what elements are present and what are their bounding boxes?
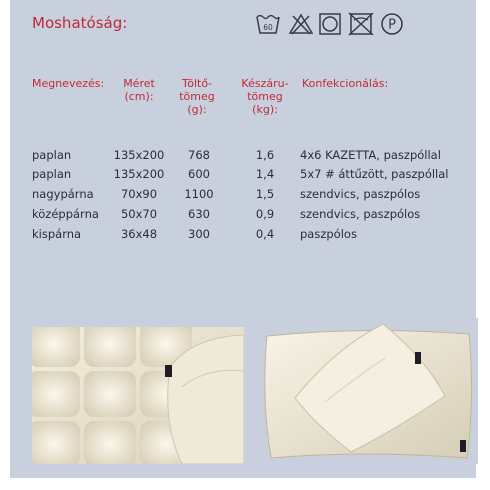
row-weight: 1,4 <box>255 167 275 181</box>
header-size: Méret (cm): <box>123 77 155 103</box>
row-fill: 300 <box>188 227 210 241</box>
tumble-dry-icon <box>318 12 342 36</box>
wash-temp-label: 60 <box>263 23 273 32</box>
row-weight: 1,6 <box>255 148 275 162</box>
row-make: paszpólos <box>300 227 357 241</box>
table-row <box>10 185 476 203</box>
row-size: 50x70 <box>120 207 158 221</box>
dry-clean-p-icon <box>380 12 404 36</box>
row-weight: 0,9 <box>255 207 275 221</box>
washing-title: Moshatóság: <box>32 14 128 32</box>
row-fill: 1100 <box>184 187 214 201</box>
care-symbols <box>255 12 405 38</box>
row-name: nagypárna <box>32 187 94 201</box>
row-make: szendvics, paszpólos <box>300 207 421 221</box>
header-product-weight: Készáru- tömeg (kg): <box>241 77 289 116</box>
table-row <box>10 205 476 223</box>
wash-60-icon <box>255 12 281 36</box>
no-bleach-icon <box>288 12 314 36</box>
duvet-photo <box>32 327 244 464</box>
row-fill: 600 <box>188 167 210 181</box>
row-fill: 768 <box>188 148 210 162</box>
row-fill: 630 <box>188 207 210 221</box>
product-info-panel <box>10 0 476 478</box>
dry-clean-letter: P <box>388 17 396 33</box>
row-weight: 1,5 <box>255 187 275 201</box>
row-name: paplan <box>32 167 72 181</box>
row-name: paplan <box>32 148 72 162</box>
row-name: kispárna <box>32 227 82 241</box>
row-make: szendvics, paszpólos <box>300 187 421 201</box>
row-size: 70x90 <box>120 187 158 201</box>
row-size: 135x200 <box>113 167 165 181</box>
row-weight: 0,4 <box>255 227 275 241</box>
header-fill-weight: Töltő- tömeg (g): <box>179 77 215 116</box>
table-row <box>10 225 476 243</box>
row-make: 4x6 KAZETTA, paszpóllal <box>300 148 441 162</box>
no-iron-icon <box>348 12 374 36</box>
header-name: Megnevezés: <box>32 77 105 90</box>
table-row <box>10 165 476 183</box>
pillows-photo <box>255 318 478 464</box>
row-make: 5x7 # áttűzött, paszpóllal <box>300 167 449 181</box>
row-name: középpárna <box>32 207 99 221</box>
row-size: 36x48 <box>120 227 158 241</box>
table-row <box>10 146 476 164</box>
row-size: 135x200 <box>113 148 165 162</box>
header-make: Konfekcionálás: <box>302 77 389 90</box>
